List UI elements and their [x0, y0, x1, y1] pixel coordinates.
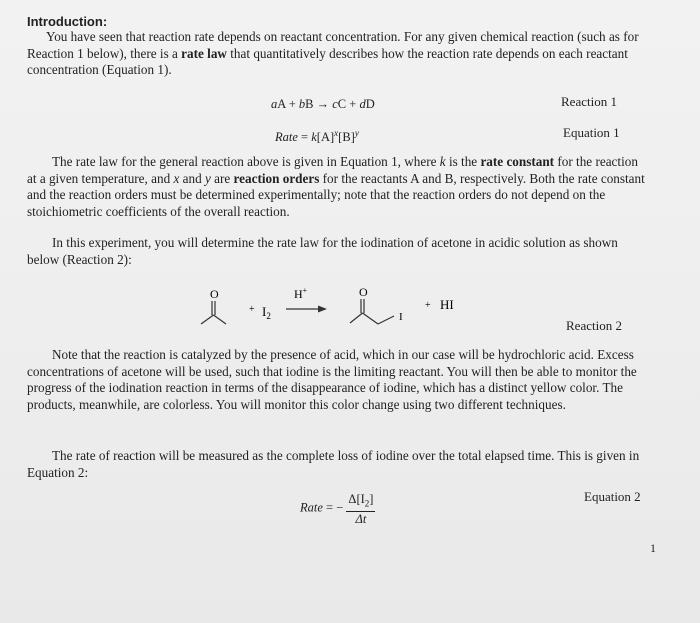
reaction-2-label: Reaction 2: [566, 318, 622, 333]
paragraph-experiment: In this experiment, you will determine the rate law for the iodination of acetone in acidic solution as shown below (Reaction 2):: [27, 235, 618, 267]
reaction-1-label: Reaction 1: [561, 94, 617, 109]
equation-1-label: Equation 1: [563, 125, 620, 140]
plus-sign-2: +: [425, 300, 431, 311]
paragraph-rate-law-intro: You have seen that reaction rate depends on reactant concentration. For any given chemical reaction (such as for Reaction 1 below), there is a rate law that quantitatively describes how the reaction rate depends on each reactant concentration (Equation 1).: [27, 29, 639, 77]
acetone-structure: [201, 287, 226, 324]
rate-fraction: $\frac{\Delta[I_2]}{\Delta t}$: [348, 492, 374, 526]
equation-2-rate: Rate = − $\frac{\Delta[I_2]}{\Delta t}$: [300, 492, 374, 526]
hydrogen-iodide: HI: [440, 297, 454, 312]
acid-catalyst: H+: [294, 286, 308, 301]
paragraph-rate-constant: The rate law for the general reaction above is given in Equation 1, where k is the rate constant for the reaction at a given temperature, and x and y are reaction orders for the reactants A and B, respectively. Both the rate constant and the reaction orders must be determined experimentally; note that the reaction orders do not depend on the stoichiometric coefficients of the overall reaction.: [27, 154, 645, 219]
product-iodine-label: I: [399, 311, 403, 323]
product-oxygen-label: O: [359, 285, 368, 299]
paragraph-catalysis: Note that the reaction is catalyzed by the presence of acid, which in our case will be hydrochloric acid. Excess concentrations of acetone will be used, such that iodine is the limiting reactant. You will then be able to monitor the progress of the iodination reaction in terms of the disappearance of iodine, which has a distinct yellow color. The products, meanwhile, are colorless. You will monitor this color change using two different techniques.: [27, 347, 637, 412]
section-heading: Introduction:: [27, 14, 108, 29]
equation-1-rate-law: Rate = $k[A]^x[B]^y$: [275, 128, 359, 145]
reaction-1-equation: aA + bB → cC + dD: [271, 97, 375, 111]
page-number: 1: [650, 541, 656, 555]
plus-sign-1: +: [249, 304, 255, 315]
acetone-oxygen-label: O: [210, 287, 219, 301]
equation-2-label: Equation 2: [584, 489, 641, 504]
paragraph-rate-measurement: The rate of reaction will be measured as the complete loss of iodine over the total elapsed time. This is given in Equation 2:: [27, 448, 640, 480]
iodoacetone-structure: [350, 285, 403, 324]
iodine-reactant: $I_2$: [262, 304, 271, 321]
